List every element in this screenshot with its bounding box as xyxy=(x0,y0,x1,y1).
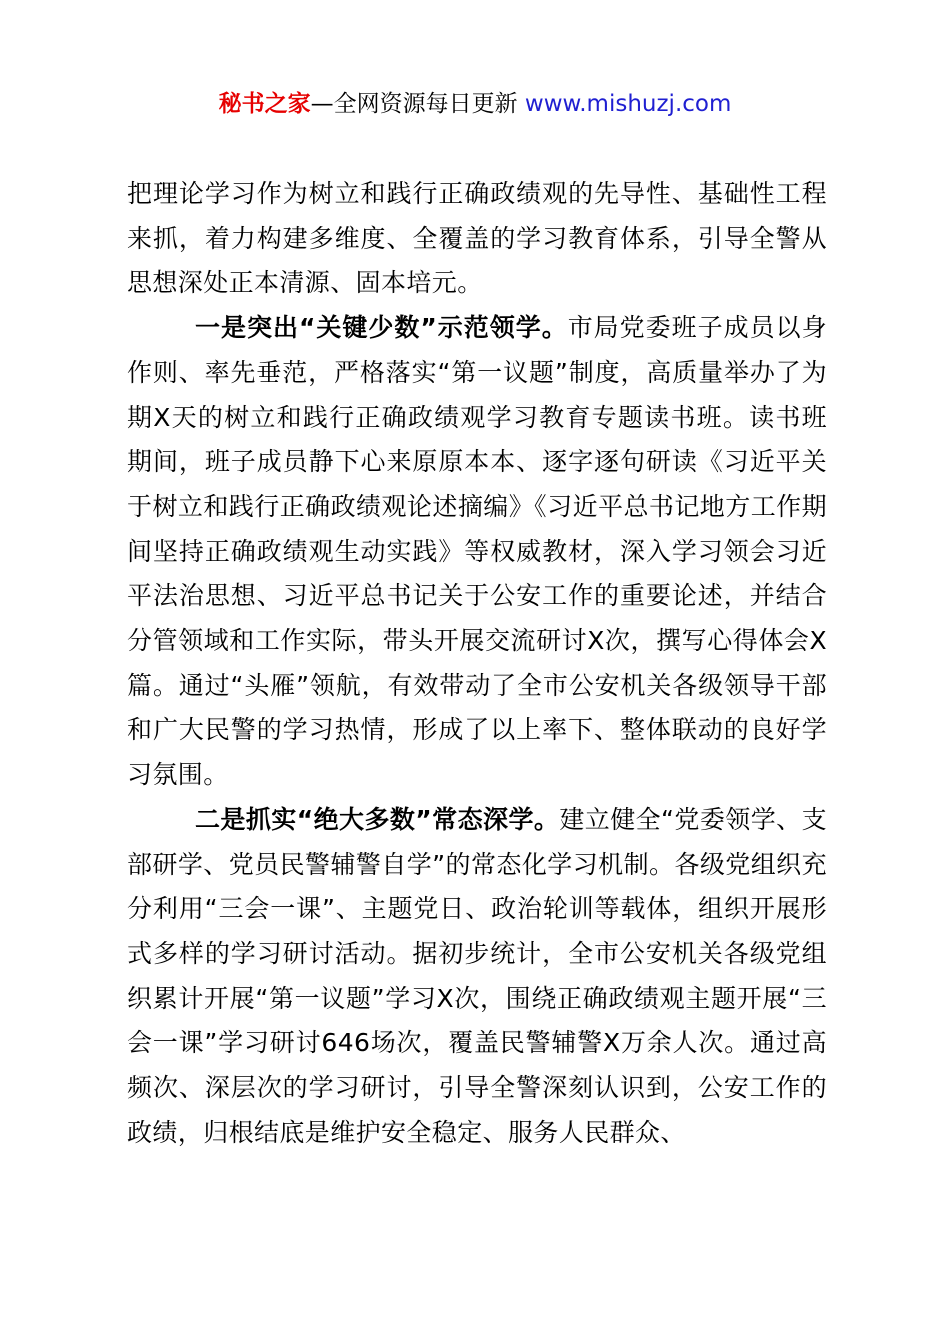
paragraph-3-text: 建立健全“党委领学、支部研学、党员民警辅警自学”的常态化学习机制。各级党组织充分利用“三会一课”、主题党日、政治轮训等载体，组织开展形式多样的学习研讨活动。据初步统计，全市公安机关各级党组织累计开展“第一议题”学习X次，围绕正确政绩观主题开展“三会一课”学习研讨646场次，覆盖民警辅警X万余人次。通过高频次、深层次的学习研讨，引导全警深刻认识到，公安工作的政绩，归根结底是维护安全稳定、服务人民群众、 xyxy=(127,804,827,1147)
paragraph-2 xyxy=(127,306,827,798)
paragraph-2-heading: 一是突出“关键少数”示范领学。 xyxy=(195,313,568,343)
paragraph-2-text: 市局党委班子成员以身作则、率先垂范，严格落实“第一议题”制度，高质量举办了为期X天的树立和践行正确政绩观学习教育专题读书班。读书班期间，班子成员静下心来原原本本、逐字逐句研读《习近平关于树立和践行正确政绩观论述摘编》《习近平总书记地方工作期间坚持正确政绩观生动实践》等权威教材，深入学习领会习近平法治思想、习近平总书记关于公安工作的重要论述，并结合分管领域和工作实际，带头开展交流研讨X次，撰写心得体会X篇。通过“头雁”领航，有效带动了全市公安机关各级领导干部和广大民警的学习热情，形成了以上率下、整体联动的良好学习氛围。 xyxy=(127,313,827,790)
paragraph-1: 把理论学习作为树立和践行正确政绩观的先导性、基础性工程来抓，着力构建多维度、全覆盖的学习教育体系，引导全警从思想深处正本清源、固本培元。 xyxy=(127,179,827,298)
paragraph-3 xyxy=(127,798,827,1156)
paragraph-3-heading: 二是抓实“绝大多数”常态深学。 xyxy=(195,804,560,834)
site-tagline: —全网资源每日更新 xyxy=(310,91,525,117)
site-brand: 秘书之家 xyxy=(218,91,311,117)
site-header xyxy=(0,88,950,120)
site-url-link[interactable]: www.mishuzj.com xyxy=(524,91,732,117)
document-body xyxy=(127,172,827,1155)
